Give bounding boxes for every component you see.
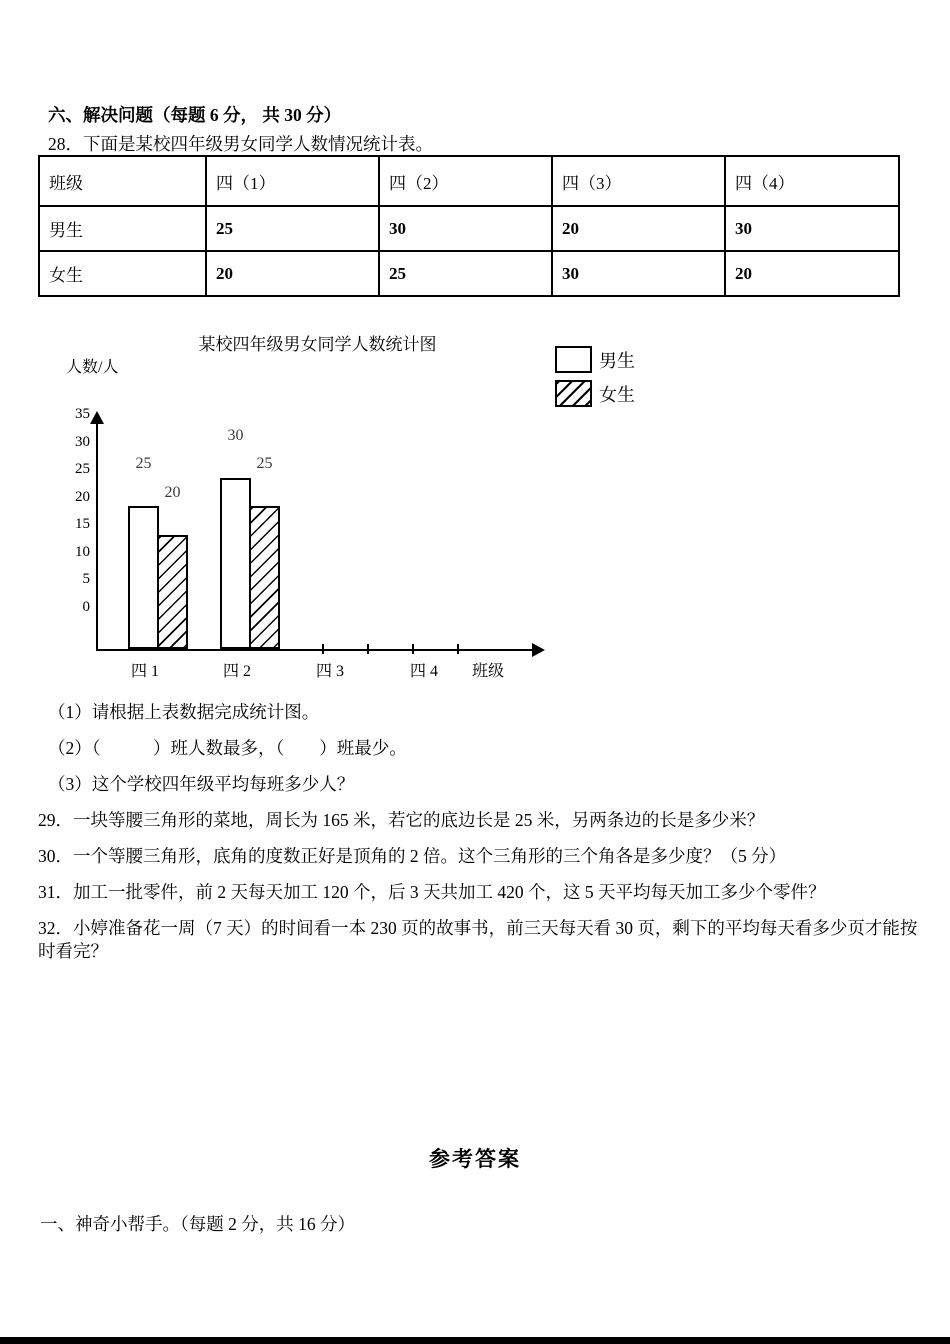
page-bottom-scan-bar [0,1337,950,1344]
section-heading: 六、解决问题（每题 6 分， 共 30 分） [48,105,342,125]
question-31: 31．加工一批零件，前 2 天每天加工 120 个，后 3 天共加工 420 个，这 5 天平均每天加工多少个零件？ [38,882,826,902]
x-tick-label: 四 1 [130,663,159,680]
table-cell: 25 [379,251,552,296]
table-header-cell: 四（4） [725,156,899,206]
table-row-female [39,251,899,296]
x-tick-label: 四 2 [222,663,251,680]
y-tick-label: 5 [82,571,90,588]
x-tick-label: 四 4 [409,663,438,680]
table-header-row [39,156,899,206]
stats-table [38,155,900,297]
table-header-cell: 四（2） [379,156,552,206]
y-tick-label: 10 [75,543,90,560]
chart-plot [40,320,700,705]
chart-title: 某校四年级男女同学人数统计图 [198,335,437,354]
table-header-cell: 班级 [39,156,206,206]
x-axis-tick [322,644,324,654]
chart [40,320,700,705]
x-tick-label: 四 3 [315,663,344,680]
table-cell: 20 [206,251,379,296]
y-axis-label: 人数/人 [66,359,119,376]
question-block [38,701,922,976]
legend-label-female: 女生 [599,384,635,405]
table-cell: 20 [725,251,899,296]
answers-section-1-heading: 一、神奇小帮手。（每题 2 分，共 16 分） [40,1214,355,1234]
x-axis-tick [457,644,459,654]
row-label: 男生 [39,206,206,251]
table-cell: 30 [552,251,725,296]
table-cell: 25 [206,206,379,251]
table-cell: 20 [552,206,725,251]
bar-series0-cat1 [220,478,251,649]
sub-question-3: （3）这个学校四年级平均每班多少人？ [48,774,355,794]
y-tick-label: 30 [75,433,90,450]
row-label: 女生 [39,251,206,296]
table-header-cell: 四（1） [206,156,379,206]
sub-question-1: （1）请根据上表数据完成统计图。 [48,702,320,722]
table-header-cell: 四（3） [552,156,725,206]
y-tick-label: 0 [82,598,90,615]
bar-series1-cat0 [157,535,188,649]
legend-label-male: 男生 [599,350,635,371]
y-tick-label: 20 [75,488,90,505]
table-cell: 30 [379,206,552,251]
y-tick-label: 35 [75,406,90,422]
question-29: 29．一块等腰三角形的菜地，周长为 165 米，若它的底边长是 25 米，另两条边的长是多少米？ [38,810,765,830]
y-tick-label: 25 [75,461,90,478]
table-row-male [39,206,899,251]
x-axis-tick [367,644,369,654]
bar-value-label: 25 [256,455,273,472]
question-28-intro: 28．下面是某校四年级男女同学人数情况统计表。 [48,134,433,154]
bar-value-label: 30 [227,427,244,444]
table-cell: 30 [725,206,899,251]
question-32: 32．小婷准备花一周（7 天）的时间看一本 230 页的故事书，前三天每天看 30 页，剩下的平均每天看多少页才能按时看完？ [38,918,918,961]
x-axis-tick [412,644,414,654]
x-axis-title: 班级 [471,663,504,680]
sub-question-2: （2）（ ）班人数最多，（ ）班最少。 [48,738,407,758]
bar-value-label: 25 [135,455,152,472]
y-tick-label: 15 [75,516,90,533]
bar-value-label: 20 [164,484,181,501]
bar-series0-cat0 [128,506,159,649]
question-30: 30．一个等腰三角形，底角的度数正好是顶角的 2 倍。这个三角形的三个角各是多少度？（5 分） [38,846,787,866]
answers-heading: 参考答案 [429,1147,521,1171]
bar-series1-cat1 [249,506,280,649]
